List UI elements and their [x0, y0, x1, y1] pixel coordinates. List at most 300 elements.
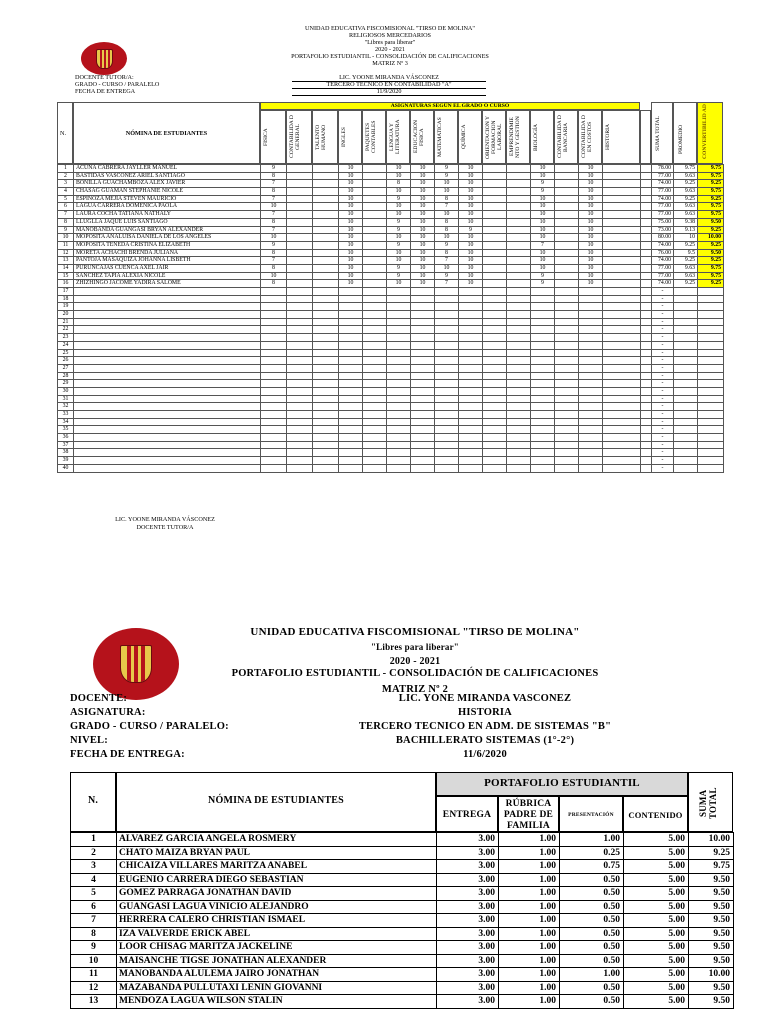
- grade-cell: 10: [387, 165, 411, 173]
- grade-cell: [363, 395, 387, 403]
- promedio-cell: 9.63: [674, 172, 698, 180]
- grade-cell: [579, 387, 603, 395]
- grade-cell: [261, 441, 287, 449]
- grade-cell: [603, 441, 641, 449]
- student-name: [74, 295, 261, 303]
- promedio-cell: [674, 403, 698, 411]
- info-value: LIC. YONE MIRANDA VASCONEZ: [398, 693, 572, 704]
- grade-cell: [387, 457, 411, 465]
- header-line: 2020 - 2021: [375, 46, 405, 53]
- col-suma-label: SUMA TOTAL: [655, 116, 661, 152]
- score-cell: 0.50: [560, 941, 624, 955]
- grade-cell: [579, 303, 603, 311]
- suma-cell: 74.00: [652, 180, 674, 188]
- student-name: [74, 364, 261, 372]
- student-name: [74, 395, 261, 403]
- grade-cell: [483, 280, 507, 288]
- table-row: [71, 900, 734, 914]
- empty-row: [58, 334, 724, 342]
- row-number: 34: [58, 418, 74, 426]
- promedio-cell: [674, 457, 698, 465]
- spare-cell: [641, 357, 652, 365]
- row-number: 19: [58, 303, 74, 311]
- grade-cell: [483, 326, 507, 334]
- grade-cell: 10: [261, 203, 287, 211]
- grade-cell: 9: [387, 218, 411, 226]
- info-label: GRADO - CURSO / PARALELO:: [70, 721, 229, 732]
- table-row: [58, 203, 724, 211]
- grade-cell: [483, 457, 507, 465]
- grade-cell: [459, 449, 483, 457]
- suma-cell: 76.00: [652, 249, 674, 257]
- grade-cell: 9: [387, 241, 411, 249]
- grade-cell: 10: [411, 195, 435, 203]
- grade-cell: [313, 387, 339, 395]
- empty-row: [58, 364, 724, 372]
- student-name: LLUGLLA JAQUE LUIS SANTIAGO: [74, 218, 261, 226]
- grade-cell: [363, 357, 387, 365]
- grade-cell: [531, 457, 555, 465]
- table-row: [71, 860, 734, 874]
- info-value: HISTORIA: [458, 707, 512, 718]
- grade-cell: [555, 441, 579, 449]
- grade-cell: [363, 272, 387, 280]
- grade-cell: [313, 357, 339, 365]
- grade-cell: [313, 211, 339, 219]
- info-label: FECHA DE ENTREGA:: [70, 749, 185, 760]
- subject-header-label: FISICA: [263, 128, 269, 146]
- grade-cell: [603, 326, 641, 334]
- grade-cell: [603, 303, 641, 311]
- grade-cell: [507, 280, 531, 288]
- grade-cell: [459, 341, 483, 349]
- grade-cell: [579, 403, 603, 411]
- grade-cell: 8: [387, 180, 411, 188]
- grade-cell: 9: [261, 165, 287, 173]
- empty-row: [58, 380, 724, 388]
- convertibilidad-cell: 9.25: [698, 180, 724, 188]
- grade-cell: 10: [387, 172, 411, 180]
- grade-cell: [507, 395, 531, 403]
- promedio-cell: [674, 326, 698, 334]
- grade-cell: 8: [435, 195, 459, 203]
- row-number: 11: [58, 241, 74, 249]
- grade-cell: 10: [339, 211, 363, 219]
- grade-cell: [507, 234, 531, 242]
- grade-cell: [507, 165, 531, 173]
- table-row: [71, 887, 734, 901]
- row-number: 37: [58, 441, 74, 449]
- student-name: [74, 457, 261, 465]
- row-number: 5: [58, 195, 74, 203]
- grade-cell: 9: [435, 165, 459, 173]
- grade-cell: 10: [579, 203, 603, 211]
- grade-cell: [261, 434, 287, 442]
- grade-cell: 10: [579, 257, 603, 265]
- grade-cell: [459, 387, 483, 395]
- grade-cell: [531, 441, 555, 449]
- promedio-cell: [674, 341, 698, 349]
- row-number: 27: [58, 364, 74, 372]
- grade-cell: [287, 188, 313, 196]
- grade-cell: 10: [411, 241, 435, 249]
- grade-cell: [287, 380, 313, 388]
- grade-cell: [411, 295, 435, 303]
- promedio-cell: 9.63: [674, 188, 698, 196]
- grade-cell: 10: [411, 218, 435, 226]
- grade-cell: [411, 318, 435, 326]
- grade-cell: [603, 218, 641, 226]
- grade-cell: [579, 418, 603, 426]
- suma-cell: -: [652, 341, 674, 349]
- grade-cell: [603, 464, 641, 472]
- student-name: MANOBANDA ALULEMA JAIRO JONATHAN: [117, 968, 437, 982]
- grade-cell: [313, 264, 339, 272]
- score-cell: 1.00: [499, 995, 560, 1009]
- score-cell: 5.00: [624, 941, 689, 955]
- grade-cell: [339, 303, 363, 311]
- grade-cell: [339, 364, 363, 372]
- spare-cell: [641, 172, 652, 180]
- grade-cell: [459, 288, 483, 296]
- grade-cell: [339, 464, 363, 472]
- row-number: 12: [71, 981, 117, 995]
- suma-cell: -: [652, 349, 674, 357]
- grade-cell: 10: [579, 180, 603, 188]
- empty-row: [58, 326, 724, 334]
- grade-cell: [261, 411, 287, 419]
- grade-cell: 10: [531, 218, 555, 226]
- suma-cell: 77.00: [652, 264, 674, 272]
- row-number: 25: [58, 349, 74, 357]
- student-name: [74, 372, 261, 380]
- grade-cell: [287, 311, 313, 319]
- header-line: PORTAFOLIO ESTUDIANTIL - CONSOLIDACIÓN DE CALIFICACIONES: [231, 668, 599, 679]
- suma-cell: -: [652, 411, 674, 419]
- grade-cell: [435, 464, 459, 472]
- grade-cell: [363, 288, 387, 296]
- row-number: 31: [58, 395, 74, 403]
- convertibilidad-cell: [698, 457, 724, 465]
- grade-cell: [483, 449, 507, 457]
- grade-cell: [287, 226, 313, 234]
- grade-cell: 8: [435, 249, 459, 257]
- portafolio-table: [70, 832, 734, 1009]
- grado-value: TERCERO TECNICO EN CONTABILIDAD "A": [292, 81, 486, 89]
- score-cell: 0.25: [560, 846, 624, 860]
- student-name: GUANGASI LAGUA VINICIO ALEJANDRO: [117, 900, 437, 914]
- promedio-cell: [674, 303, 698, 311]
- table-row: [58, 211, 724, 219]
- grade-cell: [531, 449, 555, 457]
- student-name: CHASAG GUAMAN STEPHANIE NICOLE: [74, 188, 261, 196]
- grade-cell: [531, 372, 555, 380]
- row-number: 9: [58, 226, 74, 234]
- grade-cell: [555, 411, 579, 419]
- spare-cell: [641, 257, 652, 265]
- grade-cell: [531, 403, 555, 411]
- grade-cell: [555, 380, 579, 388]
- grade-cell: [531, 411, 555, 419]
- row-number: 4: [58, 188, 74, 196]
- grade-cell: [603, 257, 641, 265]
- grade-cell: 7: [435, 257, 459, 265]
- grade-cell: [313, 172, 339, 180]
- grade-cell: [507, 318, 531, 326]
- score-cell: 5.00: [624, 900, 689, 914]
- promedio-cell: 9.13: [674, 226, 698, 234]
- grade-cell: [531, 334, 555, 342]
- grade-cell: [459, 334, 483, 342]
- grade-cell: [287, 249, 313, 257]
- grade-cell: [261, 288, 287, 296]
- score-cell: 1.00: [499, 941, 560, 955]
- table-row: [71, 954, 734, 968]
- grade-cell: [483, 195, 507, 203]
- grade-cell: [261, 449, 287, 457]
- grade-cell: [287, 288, 313, 296]
- grade-cell: [483, 411, 507, 419]
- suma-cell: -: [652, 403, 674, 411]
- grade-cell: [555, 418, 579, 426]
- subject-header-label: EDUCACION FISICA: [413, 120, 425, 154]
- suma-cell: 78.00: [652, 165, 674, 173]
- grade-cell: [411, 395, 435, 403]
- grade-cell: [603, 457, 641, 465]
- grade-cell: [363, 226, 387, 234]
- score-cell: 0.75: [560, 860, 624, 874]
- grade-cell: [363, 249, 387, 257]
- grade-cell: [531, 426, 555, 434]
- grade-cell: [459, 403, 483, 411]
- grade-cell: 10: [435, 234, 459, 242]
- score-cell: 1.00: [499, 981, 560, 995]
- empty-row: [58, 426, 724, 434]
- grade-cell: 10: [411, 234, 435, 242]
- info-label: NIVEL:: [70, 735, 108, 746]
- grade-cell: [363, 195, 387, 203]
- grade-cell: [483, 380, 507, 388]
- grade-cell: [261, 341, 287, 349]
- grade-cell: 10: [435, 188, 459, 196]
- grade-cell: [483, 426, 507, 434]
- grade-cell: [555, 434, 579, 442]
- grade-cell: [507, 411, 531, 419]
- score-cell: 1.00: [560, 968, 624, 982]
- grade-cell: [507, 449, 531, 457]
- row-number: 33: [58, 411, 74, 419]
- row-number: 28: [58, 372, 74, 380]
- convertibilidad-cell: [698, 403, 724, 411]
- convertibilidad-cell: 9.75: [698, 172, 724, 180]
- promedio-cell: [674, 311, 698, 319]
- grade-cell: [363, 449, 387, 457]
- grade-cell: [339, 372, 363, 380]
- grade-cell: 10: [411, 211, 435, 219]
- score-cell: 1.00: [560, 833, 624, 847]
- grade-cell: 10: [579, 226, 603, 234]
- grade-cell: [555, 372, 579, 380]
- grade-cell: [483, 357, 507, 365]
- convertibilidad-cell: [698, 334, 724, 342]
- grade-cell: 10: [339, 241, 363, 249]
- grade-cell: [363, 380, 387, 388]
- grade-cell: [507, 334, 531, 342]
- grade-cell: [579, 457, 603, 465]
- grade-cell: [459, 311, 483, 319]
- row-number: 3: [58, 180, 74, 188]
- grade-cell: [313, 288, 339, 296]
- grade-cell: [483, 434, 507, 442]
- promedio-cell: [674, 449, 698, 457]
- suma-cell: -: [652, 288, 674, 296]
- grade-cell: [555, 249, 579, 257]
- grade-cell: [507, 357, 531, 365]
- grade-cell: [579, 380, 603, 388]
- grade-cell: [603, 165, 641, 173]
- student-name: MOPOSITA TENEDA CRISTINA ELIZABETH: [74, 241, 261, 249]
- t2-nomina-label: NÓMINA DE ESTUDIANTES: [208, 795, 344, 806]
- grade-cell: [603, 172, 641, 180]
- promedio-cell: [674, 372, 698, 380]
- grade-cell: [313, 449, 339, 457]
- grade-cell: [603, 241, 641, 249]
- convertibilidad-cell: [698, 341, 724, 349]
- grade-cell: [313, 403, 339, 411]
- col-n-label: N.: [60, 130, 67, 137]
- student-name: MENDOZA LAGUA WILSON STALIN: [117, 995, 437, 1009]
- grade-cell: [579, 357, 603, 365]
- grade-cell: [555, 264, 579, 272]
- convertibilidad-cell: [698, 357, 724, 365]
- grade-cell: [507, 272, 531, 280]
- header-line: "Libres para liberar": [364, 39, 416, 46]
- empty-row: [58, 457, 724, 465]
- promedio-cell: [674, 387, 698, 395]
- promedio-cell: 9.25: [674, 257, 698, 265]
- score-cell: 3.00: [437, 833, 499, 847]
- grade-cell: [507, 311, 531, 319]
- grade-cell: [603, 311, 641, 319]
- grade-cell: 10: [411, 203, 435, 211]
- grade-cell: 10: [339, 180, 363, 188]
- score-cell: 3.00: [437, 941, 499, 955]
- grade-cell: [313, 326, 339, 334]
- grade-cell: [459, 295, 483, 303]
- row-number: 8: [58, 218, 74, 226]
- signature-role: DOCENTE TUTOR/A: [136, 524, 194, 531]
- grade-cell: [483, 387, 507, 395]
- grade-cell: 10: [387, 234, 411, 242]
- grade-cell: [287, 372, 313, 380]
- grade-cell: [483, 372, 507, 380]
- empty-row: [58, 387, 724, 395]
- grade-cell: 10: [261, 272, 287, 280]
- promedio-cell: 9.25: [674, 180, 698, 188]
- grade-cell: [483, 464, 507, 472]
- grade-cell: [603, 372, 641, 380]
- score-cell: 5.00: [624, 873, 689, 887]
- promedio-cell: 9.63: [674, 264, 698, 272]
- col-nomina-label: NÓMINA DE ESTUDIANTES: [125, 130, 208, 137]
- spare-cell: [641, 249, 652, 257]
- score-cell: 1.00: [499, 873, 560, 887]
- grade-cell: [287, 303, 313, 311]
- table-row: [71, 846, 734, 860]
- row-number: 1: [58, 165, 74, 173]
- grade-cell: [339, 426, 363, 434]
- docente-label: DOCENTE TUTOR/A:: [75, 74, 134, 81]
- suma-cell: -: [652, 395, 674, 403]
- grade-cell: [483, 311, 507, 319]
- grade-cell: [555, 387, 579, 395]
- spare-cell: [641, 311, 652, 319]
- grade-cell: [603, 349, 641, 357]
- convertibilidad-cell: 9.75: [698, 188, 724, 196]
- suma-cell: -: [652, 441, 674, 449]
- convertibilidad-cell: 9.75: [698, 203, 724, 211]
- grade-cell: [363, 303, 387, 311]
- student-name: ACUÑA CABRERA JAYLLER MANUEL: [74, 165, 261, 173]
- grade-cell: [313, 280, 339, 288]
- grade-cell: [261, 349, 287, 357]
- spare-cell: [641, 341, 652, 349]
- grade-cell: [507, 426, 531, 434]
- score-cell: 5.00: [624, 833, 689, 847]
- total-cell: 9.50: [689, 941, 734, 955]
- convertibilidad-cell: 9.25: [698, 241, 724, 249]
- table-row: [71, 873, 734, 887]
- grade-cell: 9: [531, 272, 555, 280]
- grade-cell: [387, 380, 411, 388]
- grade-cell: [507, 434, 531, 442]
- grade-cell: 10: [435, 180, 459, 188]
- grade-cell: [411, 426, 435, 434]
- grade-cell: 9: [387, 264, 411, 272]
- student-name: MOPOSITA ANALUISA DANIELA DE LOS ANGELES: [74, 234, 261, 242]
- grade-cell: [313, 203, 339, 211]
- grade-cell: [579, 434, 603, 442]
- grade-cell: [579, 334, 603, 342]
- table-row: [71, 941, 734, 955]
- grade-cell: [363, 188, 387, 196]
- student-name: [74, 334, 261, 342]
- grade-cell: [287, 295, 313, 303]
- promedio-cell: [674, 318, 698, 326]
- grade-cell: [459, 441, 483, 449]
- score-cell: 1.00: [499, 968, 560, 982]
- grade-cell: [313, 165, 339, 173]
- suma-cell: -: [652, 380, 674, 388]
- grade-cell: [459, 380, 483, 388]
- empty-row: [58, 441, 724, 449]
- empty-row: [58, 418, 724, 426]
- grade-cell: 10: [459, 188, 483, 196]
- grade-cell: [435, 387, 459, 395]
- t2-subheader-label: ENTREGA: [442, 810, 492, 820]
- grade-cell: [287, 180, 313, 188]
- suma-cell: -: [652, 464, 674, 472]
- header-line: RELIGIOSOS MERCEDARIOS: [349, 32, 431, 39]
- grade-cell: [555, 188, 579, 196]
- grade-cell: [459, 318, 483, 326]
- student-name: [74, 441, 261, 449]
- convertibilidad-cell: 9.25: [698, 280, 724, 288]
- grade-cell: [555, 334, 579, 342]
- grade-cell: 10: [411, 172, 435, 180]
- grade-cell: [555, 426, 579, 434]
- empty-row: [58, 403, 724, 411]
